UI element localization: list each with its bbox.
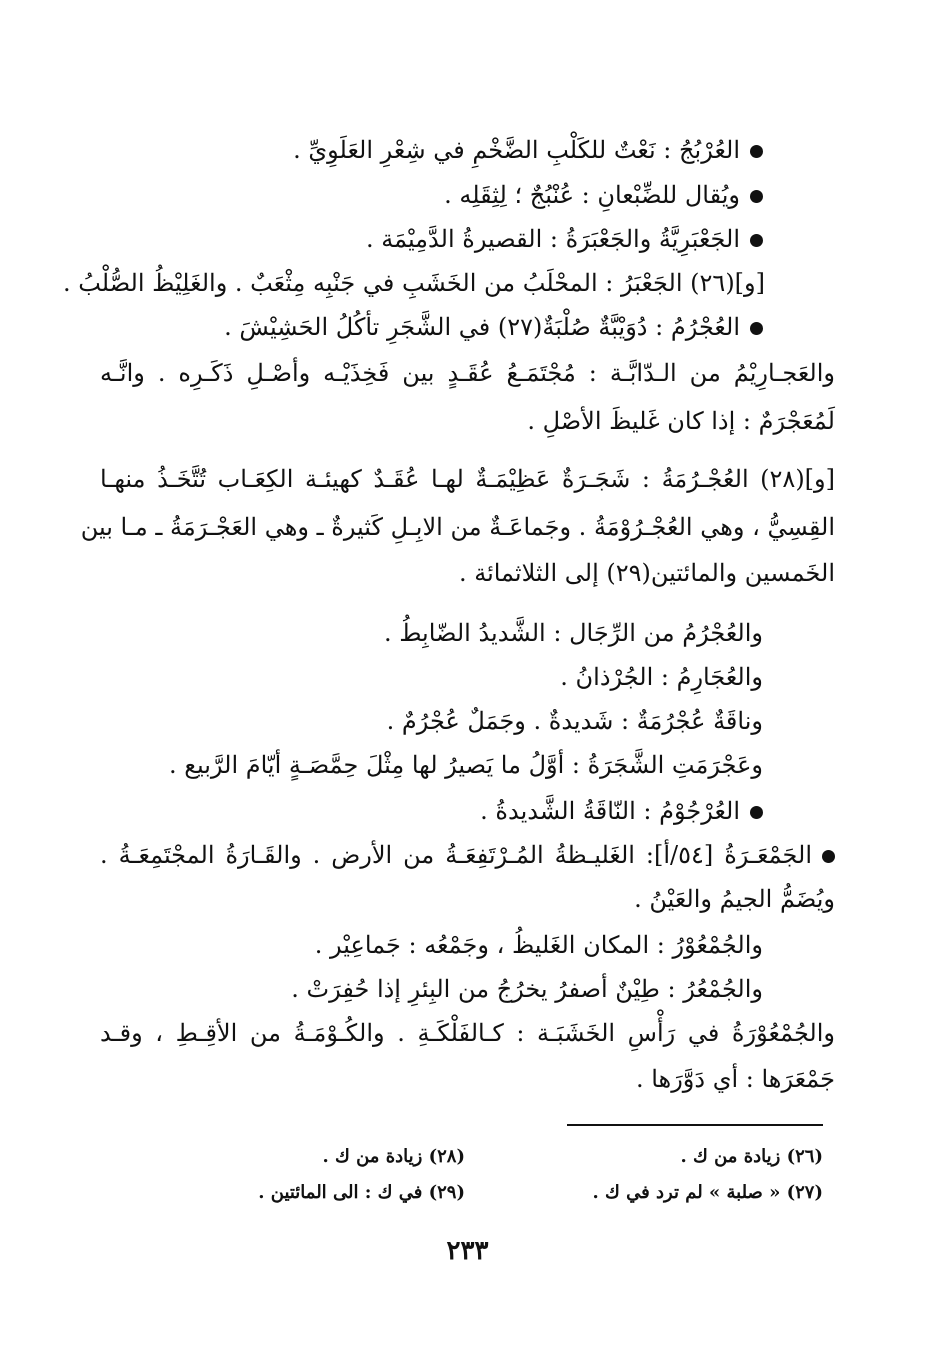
paragraph-line: القِسِيُّ ، وهي العُجْـرُوْمَةُ . وجَماعَـةٌ من الابِـلِ كَثيرةٌ ـ وهي العَجْـرَمَةُ ـ مـا بين	[80, 513, 835, 541]
page-number: ٢٣٣	[446, 1236, 489, 1266]
footnote: (٢٩) في ك : الى المائتين .	[258, 1182, 465, 1203]
entry-line: والعُجَارِمُ : الجُرْذانُ .	[560, 663, 763, 691]
bullet-icon	[750, 234, 763, 247]
line-text: الجَمْعَـرَةُ [٥٤/أ]: الغَليـظةُ المُـرْتَفِعَـةُ من الأرض . والقَـارَةُ المجْتَمِعَـةُ .	[100, 841, 812, 869]
entry-line	[444, 178, 763, 212]
line-text: العُجْرُمُ : دُوَيْبَّةٌ صُلْبَةٌ(٢٧) في الشَّجَرِ تأكُلُ الحَشِيْشَ .	[224, 313, 740, 341]
footnote: (٢٧) « صلبة » لم ترد في ك .	[592, 1182, 823, 1203]
entry-line: والجُمْعُوْرُ : المكان الغَليظُ ، وجَمْعُه : جَماعِيْر .	[314, 931, 763, 959]
entry-line: وعَجْرَمَتِ الشَّجَرَةُ : أوَّلُ ما يَصيرُ لها مِثْلَ حِمَّصَـةٍ أيّامَ الرَّبيع .	[168, 751, 763, 779]
entry-line: والجُمْعُرُ : طِيْنٌ أصفرُ يخرُجُ من البِئرِ إذا حُفِرَتْ .	[291, 975, 763, 1003]
bullet-icon	[750, 806, 763, 819]
entry-line	[100, 838, 835, 872]
line-text: [و](٢٦) الجَعْبَرُ : المحْلَبُ من الخَشَبِ في جَنْبِه مِثْعَبٌ . والغَلِيْظُ الصُّلْبُ .	[62, 269, 765, 297]
bullet-icon	[750, 190, 763, 203]
line-text: العُرْبُجُ : نَعْتٌ للكَلْبِ الضَّخْمِ في شِعْرِ العَلَوِيِّ .	[293, 136, 740, 164]
entry-line	[366, 222, 763, 256]
entry-line	[224, 310, 763, 344]
entry-line	[480, 794, 763, 828]
line-text: ويُقال للضِّبْعانِ : عُنْبُجٌ ؛ لِثِقَلِه .	[444, 181, 740, 209]
bullet-icon	[750, 145, 763, 158]
entry-line	[63, 266, 765, 300]
paragraph-line: جَمْعَرَها : أي دَوَّرَها .	[635, 1065, 835, 1093]
line-text: العُرْجُوْمُ : النّاقَةُ الشَّديدةُ .	[480, 797, 740, 825]
paragraph-line: والعَجـارِيْمُ من الـدّابَّـة : مُجْتَمَـعُ عُقَـدٍ بين فَخِذَيْـه وأصْـلِ ذَكَـرِه . وانَّـه	[100, 359, 835, 387]
footnote: (٢٦) زيادة من ك .	[680, 1146, 823, 1167]
entry-line	[293, 133, 763, 167]
bullet-icon	[822, 850, 835, 863]
paragraph-line: والجُمْعُوْرَةُ في رَأْسِ الخَشَبَـة : كـالفَلْكَـةِ . والكُـوْمَـةُ من الأقِـطِ ، وقـد	[100, 1019, 835, 1047]
line-text: الجَعْبَرِيَّةُ والجَعْبَرَةُ : القصيرةُ الدَّمِيْمَة .	[365, 225, 740, 253]
footnote-rule	[567, 1124, 823, 1126]
paragraph-line: لَمُعَجْرَمٌ : إذا كان غَليظَ الأصْلِ .	[527, 407, 835, 435]
bullet-icon	[750, 322, 763, 335]
entry-line: وناقَةٌ عُجْرُمَةٌ : شَديدةٌ . وجَمَلٌ عُجْرُمٌ .	[386, 707, 763, 735]
paragraph-line: [و](٢٨) العُجْـرُمَةُ : شَجَـرَةٌ عَظِيْمَـةٌ لهـا عُقَـدٌ كهيئـة الكِعَـاب تُتَّخَـذُ منهـا	[100, 465, 835, 493]
paragraph-line: ويُضَمُّ الجيمُ والعَيْنُ .	[634, 885, 835, 913]
entry-line: والعُجْرُمُ من الرِّجَال : الشَّديدُ الضّابِطُ .	[384, 619, 763, 647]
paragraph-line: الخَمسين والمائتين(٢٩) إلى الثلاثمائة .	[458, 559, 835, 587]
footnote: (٢٨) زيادة من ك .	[322, 1146, 465, 1167]
